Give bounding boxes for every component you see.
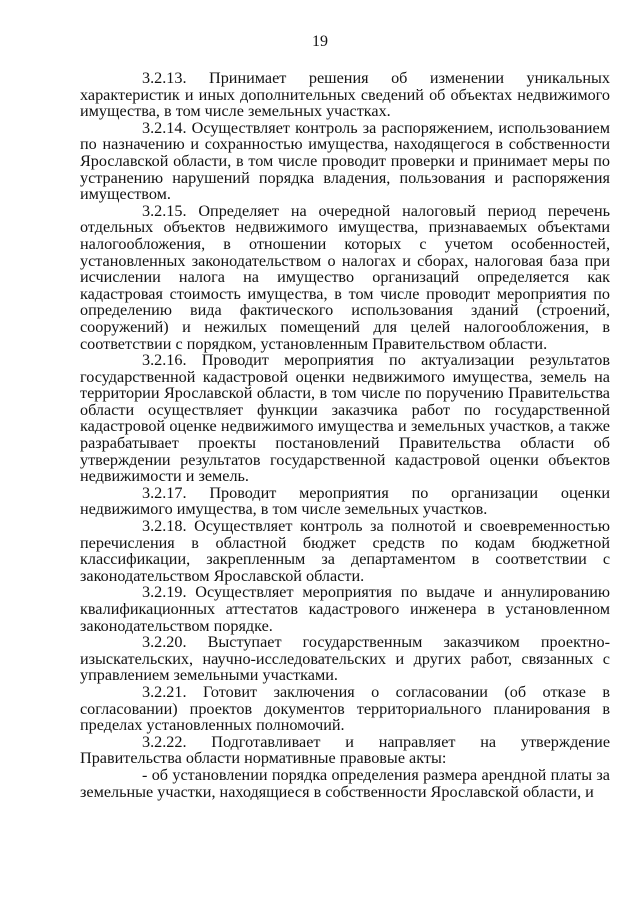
paragraph-3-2-14: 3.2.14. Осуществляет контроль за распоряжением, использованием по назначению и сохранностью имущества, находящегося в собственности Ярославской области, в том числе проводит проверки и принимает меры по устранению нарушений порядка владения, пользования и распоряжения имуществом.: [80, 118, 610, 204]
paragraph-3-2-19: 3.2.19. Осуществляет мероприятия по выдаче и аннулированию квалификационных аттестатов кадастрового инженера в установленном законодательством порядке.: [80, 583, 610, 635]
paragraph-3-2-16: 3.2.16. Проводит мероприятия по актуализации результатов государственной кадастровой оценки недвижимого имущества, земель на территории Ярославской области, в том числе по поручению Правительства области осуществляет функции заказчика работ по государственной кадастровой оценке недвижимого имущества и земельных участков, а также разрабатывает проекты постановлений Правительства области об утверждении результатов государственной кадастровой оценки объектов недвижимости и земель.: [80, 351, 610, 486]
paragraph-3-2-17: 3.2.17. Проводит мероприятия по организации оценки недвижимого имущества, в том числе земельных участков.: [80, 483, 610, 519]
list-item-rent-order: - об установлении порядка определения размера арендной платы за земельные участки, находящиеся в собственности Ярославской области, и: [80, 765, 610, 801]
paragraph-3-2-15: 3.2.15. Определяет на очередной налоговый период перечень отдельных объектов недвижимого имущества, признаваемых объектами налогообложения, в отношении которых с учетом особенностей, установленных законодательством о налогах и сборах, налоговая база при исчислении налога на имущество организаций определяется как кадастровая стоимость имущества, в том числе проводит мероприятия по определению вида фактического использования зданий (строений, сооружений) и нежилых помещений для целей налогообложения, в соответствии с порядком, установленным Правительством области.: [80, 201, 610, 353]
document-body: [80, 70, 610, 800]
paragraph-3-2-20: 3.2.20. Выступает государственным заказчиком проектно-изыскательских, научно-исследовательских и других работ, связанных с управлением земельными участками.: [80, 633, 610, 685]
paragraph-3-2-13: 3.2.13. Принимает решения об изменении уникальных характеристик и иных дополнительных сведений об объектах недвижимого имущества, в том числе земельных участках.: [80, 69, 610, 121]
paragraph-3-2-22: 3.2.22. Подготавливает и направляет на утверждение Правительства области нормативные правовые акты:: [80, 732, 610, 768]
page-number: 19: [312, 33, 328, 50]
paragraph-3-2-18: 3.2.18. Осуществляет контроль за полнотой и своевременностью перечисления в областной бюджет средств по кодам бюджетной классификации, закрепленным за департаментом в соответствии с законодательством Ярославской области.: [80, 517, 610, 585]
paragraph-3-2-21: 3.2.21. Готовит заключения о согласовании (об отказе в согласовании) проектов документов территориального планирования в пределах установленных полномочий.: [80, 682, 610, 735]
